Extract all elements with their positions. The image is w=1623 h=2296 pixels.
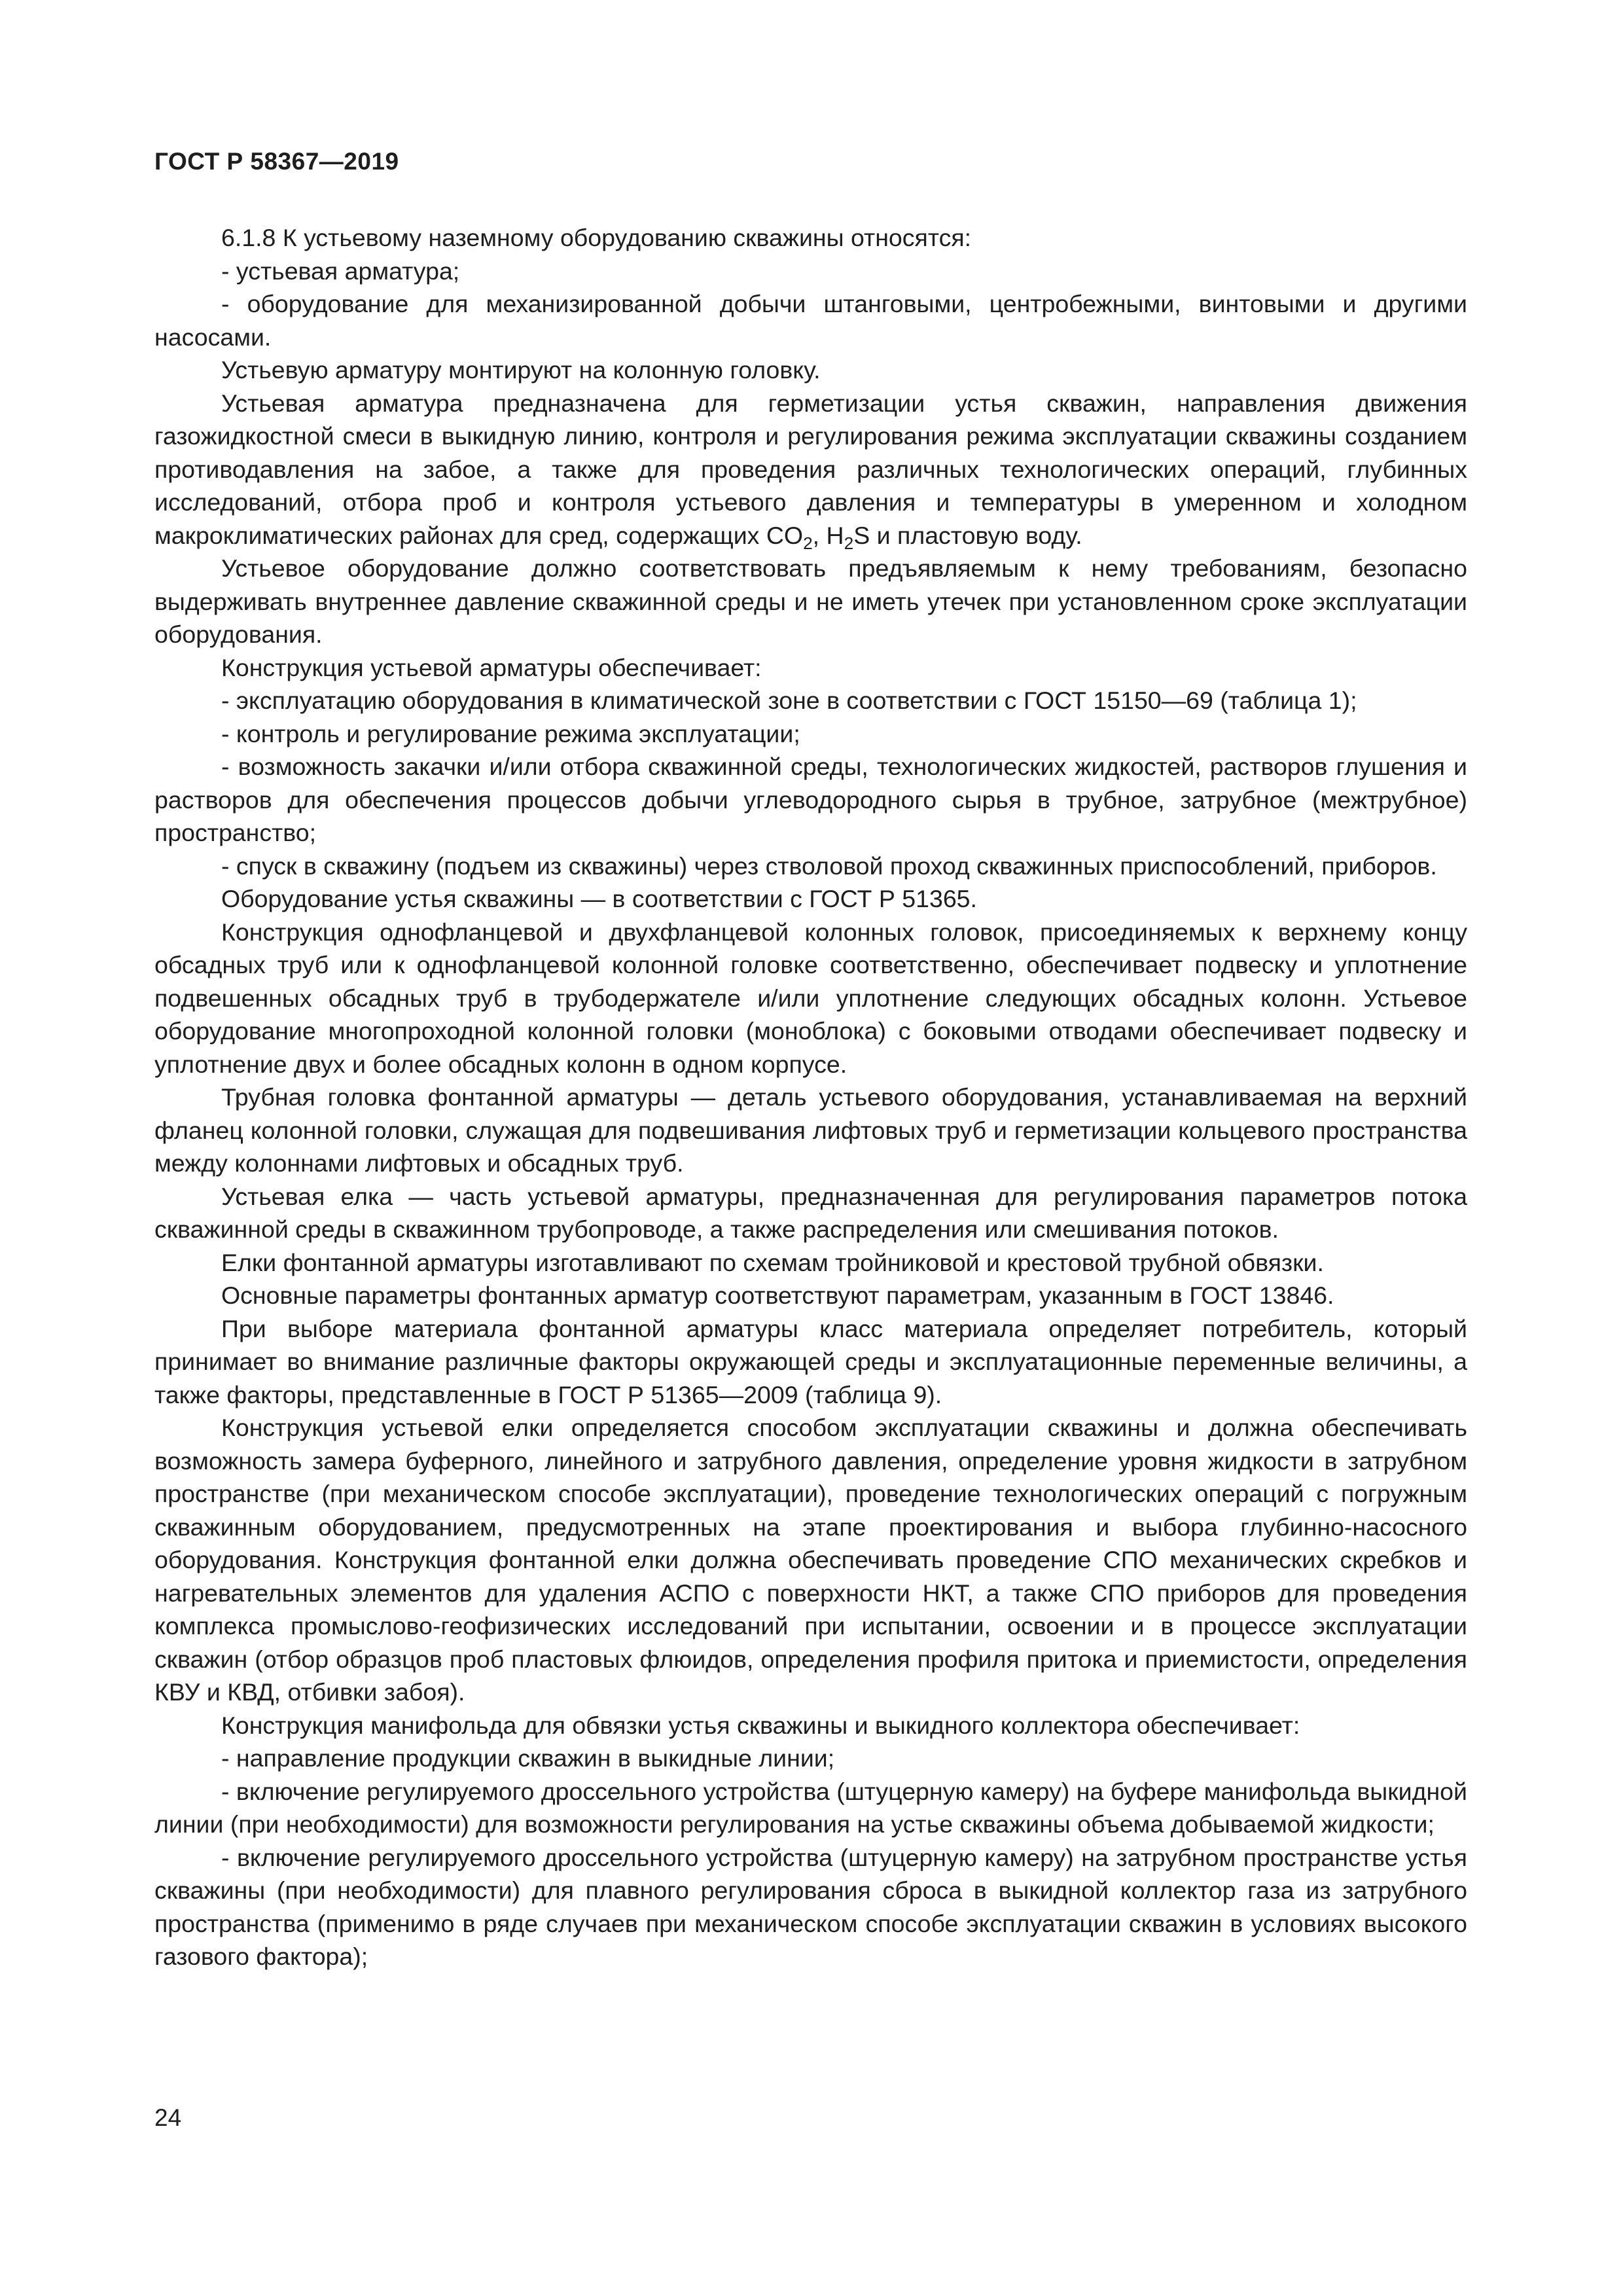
document-body [154,221,1467,1973]
paragraph: Устьевую арматуру монтируют на колонную головку. [221,356,821,384]
paragraph: 6.1.8 К устьевому наземному оборудованию скважины относятся: [221,224,972,251]
list-item: - спуск в скважину (подъем из скважины) через стволовой проход скважинных приспособлений, приборов. [221,852,1437,880]
formula-separator: , [812,521,827,549]
document-header: ГОСТ Р 58367—2019 [154,148,399,175]
paragraph: Трубная головка фонтанной арматуры — деталь устьевого оборудования, устанавливаемая на верхний фланец колонной головки, служащая для подвешивания лифтовых труб и герметизации кольцевого пространства между колоннами лифтовых и обсадных труб. [154,1083,1467,1177]
paragraph-tail: и пластовую воду. [870,521,1082,549]
list-item: - включение регулируемого дроссельного устройства (штуцерную камеру) на буфере манифольда выкидной линии (при необходимости) для возможности регулирования на устье скважины объема добываемой жидкости; [154,1777,1467,1838]
list-item: - возможность закачки и/или отбора скважинной среды, технологических жидкостей, растворов глушения и растворов для обеспечения процессов добычи углеводородного сырья в трубное, затрубное (межтрубное) пространство; [154,753,1467,846]
paragraph: Устьевое оборудование должно соответствовать предъявляемым к нему требованиям, безопасно выдерживать внутреннее давление скважинной среды и не иметь утечек при установленном сроке эксплуатации оборудования. [154,554,1467,648]
list-item: - контроль и регулирование режима эксплуатации; [221,719,800,747]
page-number: 24 [154,2104,182,2131]
paragraph: При выборе материала фонтанной арматуры класс материала определяет потребитель, который принимает во внимание различные факторы окружающей среды и эксплуатационные переменные величины, а также факторы, представленные в ГОСТ Р 51365—2009 (таблица 9). [154,1314,1467,1408]
paragraph: Устьевая елка — часть устьевой арматуры, предназначенная для регулирования параметров потока скважинной среды в скважинном трубопроводе, а также распределения или смешивания потоков. [154,1182,1467,1243]
paragraph: Конструкция однофланцевой и двухфланцевой колонных головок, присоединяемых к верхнему концу обсадных труб или к однофланцевой колонной головке соответственно, обеспечивает подвеску и уплотнение подвешенных обсадных труб в трубодержателе и/или уплотнение следующих обсадных колонн. Устьевое оборудование многопроходной колонной головки (моноблока) с боковыми отводами обеспечивает подвеску и уплотнение двух и более обсадных колонн в одном корпусе. [154,918,1467,1078]
paragraph: Конструкция манифольда для обвязки устья скважины и выкидного коллектора обеспечивает: [221,1711,1300,1739]
paragraph-text: Устьевая арматура предназначена для герметизации устья скважин, направления движения газожидкостной смеси в выкидную линию, контроля и регулирования режима эксплуатации скважины созданием противодавления на забое, а также для проведения различных технологических операций, глубинных исследований, отбора проб и контроля устьевого давления и температуры в умеренном и холодном макроклиматических районах для сред, содержащих [154,389,1467,549]
formula-co: CO [766,521,804,549]
paragraph: Оборудование устья скважины — в соответствии с ГОСТ Р 51365. [221,885,977,912]
formula-h: H [826,521,844,549]
formula-h-subscript: 2 [844,533,854,553]
paragraph: Конструкция устьевой елки определяется способом эксплуатации скважины и должна обеспечивать возможность замера буферного, линейного и затрубного давления, определение уровня жидкости в затрубном пространстве (при механическом способе эксплуатации), проведение технологических операций с погружным скважинным оборудованием, предусмотренных на этапе проектирования и выбора глубинно-насосного оборудования. Конструкция фонтанной елки должна обеспечивать проведение СПО механических скребков и нагревательных элементов для удаления АСПО с поверхности НКТ, а также СПО приборов для проведения комплекса промыслово-геофизических исследований при испытании, освоении и в процессе эксплуатации скважин (отбор образцов проб пластовых флюидов, определения профиля притока и приемистости, определения КВУ и КВД, отбивки забоя). [154,1414,1467,1706]
list-item: - направление продукции скважин в выкидные линии; [221,1744,835,1772]
list-item: - устьевая арматура; [221,257,460,285]
paragraph: Елки фонтанной арматуры изготавливают по схемам тройниковой и крестовой трубной обвязки. [221,1248,1324,1276]
list-item: - оборудование для механизированной добычи штанговыми, центробежными, винтовыми и другими насосами. [154,290,1467,351]
paragraph-with-formula [154,387,1467,552]
paragraph: Конструкция устьевой арматуры обеспечивает: [221,653,762,681]
list-item: - включение регулируемого дроссельного устройства (штуцерную камеру) на затрубном пространстве устья скважины (при необходимости) для плавного регулирования сброса в выкидной коллектор газа из затрубного пространства (применимо в ряде случаев при механическом способе эксплуатации скважин в условиях высокого газового фактора); [154,1843,1467,1970]
formula-s: S [853,521,870,549]
paragraph: Основные параметры фонтанных арматур соответствуют параметрам, указанным в ГОСТ 13846. [221,1282,1334,1309]
list-item: - эксплуатацию оборудования в климатической зоне в соответствии с ГОСТ 15150—69 (таблица 1); [221,687,1357,714]
formula-co-subscript: 2 [803,533,813,553]
